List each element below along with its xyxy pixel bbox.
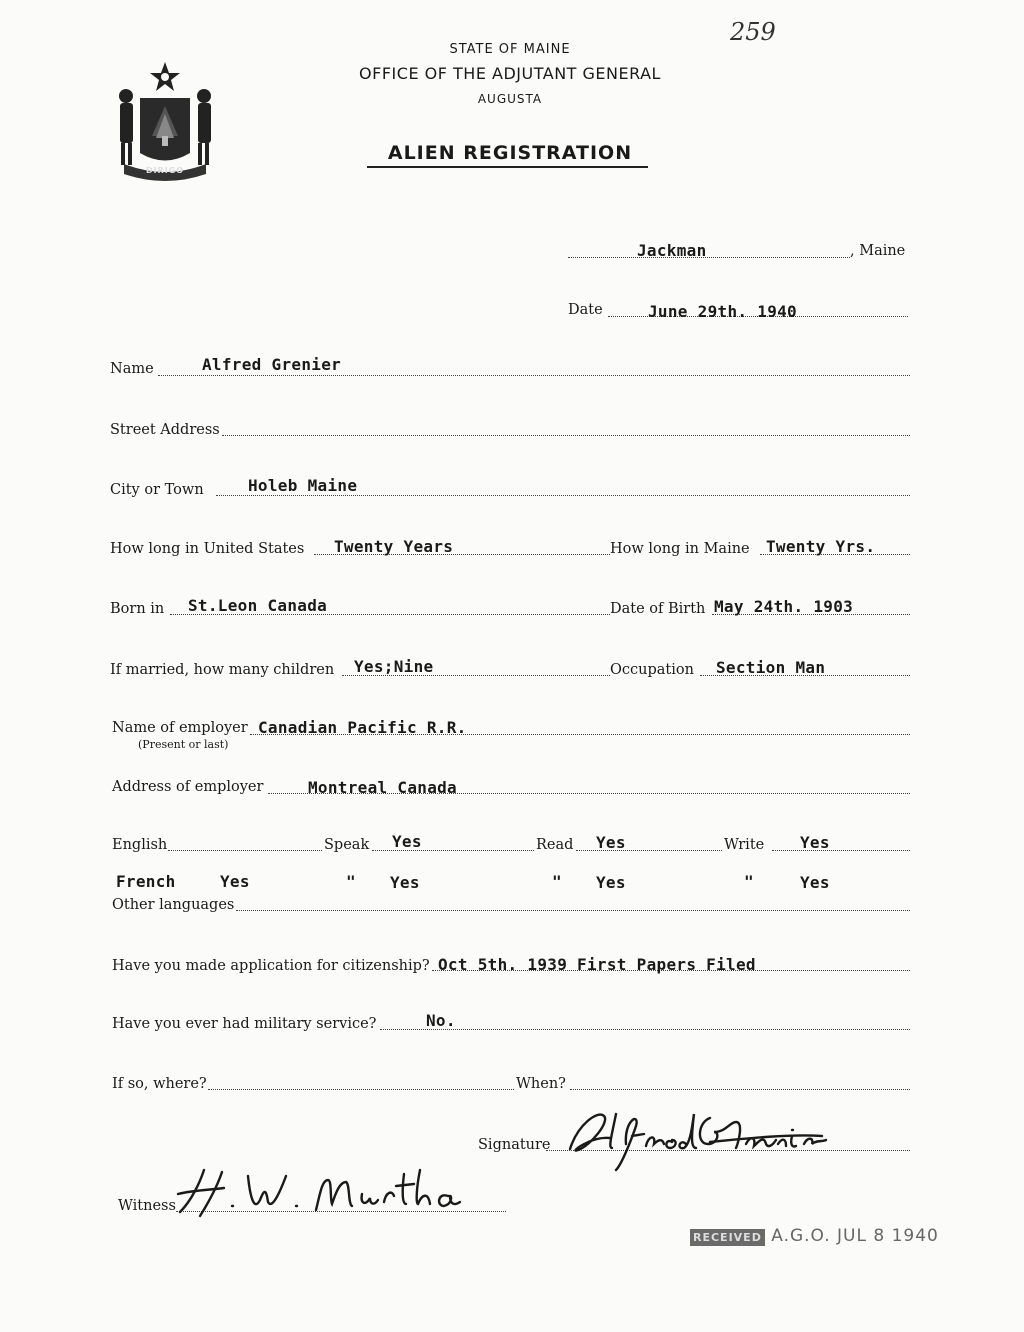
other-speak-value: Yes — [220, 872, 250, 891]
english-line — [168, 850, 322, 851]
stamp-text: A.G.O. JUL 8 1940 — [771, 1226, 939, 1246]
city-label: City or Town — [110, 482, 204, 498]
other-read-value: Yes — [390, 873, 420, 892]
when-label: When? — [516, 1076, 566, 1092]
military-line — [380, 1029, 910, 1030]
stamp-prefix: RECEIVED — [690, 1229, 765, 1246]
english-speak-value: Yes — [392, 832, 422, 851]
write-line — [772, 850, 910, 851]
where-line — [208, 1089, 514, 1090]
children-value: Yes;Nine — [354, 657, 434, 676]
name-value: Alfred Grenier — [202, 355, 342, 374]
write-label: Write — [724, 837, 765, 853]
children-label: If married, how many children — [110, 662, 335, 678]
ditto-3: " — [744, 872, 754, 891]
witness-label: Witness — [118, 1198, 176, 1214]
us-label: How long in United States — [110, 541, 305, 557]
title-underline — [367, 166, 648, 168]
english-write-value: Yes — [800, 833, 830, 852]
ditto-2: " — [552, 872, 562, 891]
ditto-1: " — [346, 872, 356, 891]
maine-label: How long in Maine — [610, 541, 750, 557]
english-label: English — [112, 837, 168, 853]
military-label: Have you ever had military service? — [112, 1016, 377, 1032]
employer-label: Name of employer — [112, 720, 248, 736]
emp-addr-value: Montreal Canada — [308, 778, 457, 797]
occupation-value: Section Man — [716, 658, 826, 677]
other-languages-line — [236, 910, 910, 911]
state-seal-icon — [110, 58, 220, 183]
speak-label: Speak — [324, 837, 370, 853]
where-label: If so, where? — [112, 1076, 207, 1092]
header-state: STATE OF MAINE — [449, 42, 571, 57]
dob-value: May 24th. 1903 — [714, 597, 854, 616]
date-value: June 29th. 1940 — [648, 302, 797, 321]
witness-handwriting — [170, 1160, 490, 1224]
occupation-label: Occupation — [610, 662, 694, 678]
name-line — [158, 375, 910, 376]
date-label: Date — [568, 302, 603, 318]
signature-handwriting — [560, 1104, 830, 1174]
maine-value: Twenty Yrs. — [766, 537, 876, 556]
header-city: AUGUSTA — [477, 92, 543, 106]
emp-addr-label: Address of employer — [112, 779, 264, 795]
citizenship-value: Oct 5th. 1939 First Papers Filed — [438, 955, 756, 974]
received-stamp — [690, 1226, 939, 1246]
header-office: OFFICE OF THE ADJUTANT GENERAL — [359, 64, 661, 83]
street-label: Street Address — [110, 422, 220, 438]
other-write-value: Yes — [596, 873, 626, 892]
read-label: Read — [536, 837, 574, 853]
other-write-value-2: Yes — [800, 873, 830, 892]
born-label: Born in — [110, 601, 165, 617]
other-language-value: French — [116, 872, 176, 891]
street-line — [222, 435, 910, 436]
other-languages-label: Other languages — [112, 897, 235, 913]
english-read-value: Yes — [596, 833, 626, 852]
archive-number: 259 — [730, 18, 776, 46]
dob-label: Date of Birth — [610, 601, 706, 617]
citizenship-label: Have you made application for citizenship? — [112, 958, 430, 974]
location-town: Jackman — [637, 241, 707, 260]
seal-motto: DIRIGO — [145, 166, 185, 175]
signature-label: Signature — [478, 1137, 551, 1153]
city-value: Holeb Maine — [248, 476, 358, 495]
us-value: Twenty Years — [334, 537, 454, 556]
name-label: Name — [110, 361, 154, 377]
when-line — [570, 1089, 910, 1090]
location-line — [568, 257, 850, 258]
military-value: No. — [426, 1011, 456, 1030]
location-suffix: , Maine — [850, 243, 906, 259]
form-title: ALIEN REGISTRATION — [387, 142, 633, 164]
employer-value: Canadian Pacific R.R. — [258, 718, 467, 737]
city-line — [216, 495, 910, 496]
employer-sublabel: (Present or last) — [138, 738, 229, 751]
born-value: St.Leon Canada — [188, 596, 328, 615]
